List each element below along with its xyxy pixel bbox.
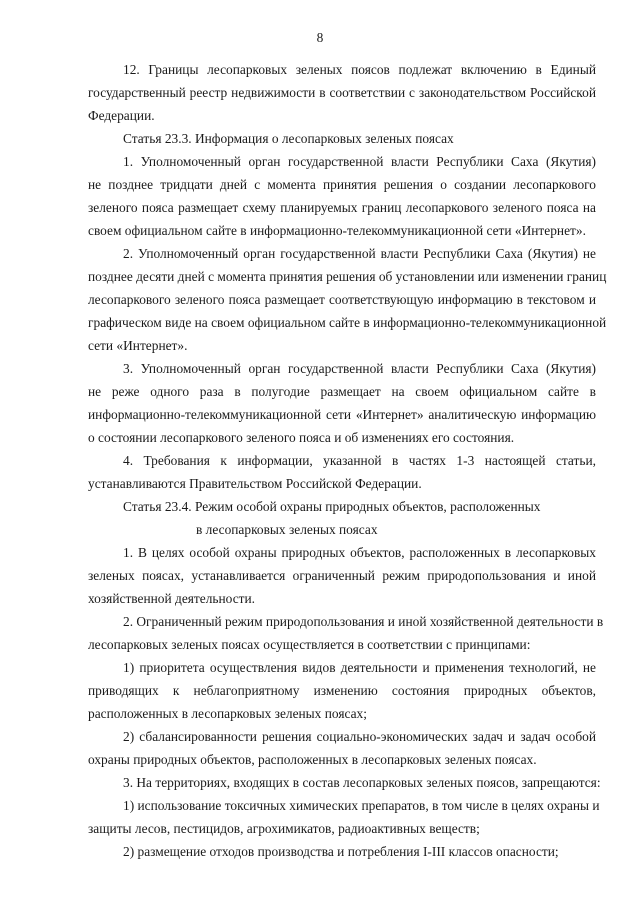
text-line: 3. На территориях, входящих в состав лесопарковых зеленых поясов, запрещаются:	[123, 775, 601, 790]
text-line: 2. Уполномоченный орган государственной власти Республики Саха (Якутия) не	[123, 246, 596, 261]
text-line: 12. Границы лесопарковых зеленых поясов подлежат включению в Единый	[123, 62, 596, 77]
text-line: хозяйственной деятельности.	[88, 591, 256, 606]
text-line: лесопаркового зеленого пояса размещает соответствующую информацию в текстовом и	[88, 292, 596, 307]
text-line: 2. Ограниченный режим природопользования и иной хозяйственной деятельности в	[123, 614, 604, 629]
text-line: государственный реестр недвижимости в соответствии с законодательством Российской	[88, 85, 596, 100]
text-line: не реже одного раза в полугодие размещает на своем официальном сайте в	[88, 384, 596, 399]
text-line: позднее десяти дней с момента принятия решения об установлении или изменении границ	[88, 269, 607, 284]
text-line: 1) приоритета осуществления видов деятельности и применения технологий, не	[123, 660, 596, 675]
text-line: охраны природных объектов, расположенных в лесопарковых зеленых поясах.	[88, 752, 537, 767]
text-line: информационно-телекоммуникационной сети «Интернет» аналитическую информацию	[88, 407, 596, 422]
text-line: о состоянии лесопаркового зеленого пояса и об изменениях его состояния.	[88, 430, 515, 445]
text-line: расположенных в лесопарковых зеленых поясах;	[88, 706, 367, 721]
text-line: не позднее тридцати дней с момента принятия решения о создании лесопаркового	[88, 177, 596, 192]
text-line: 2) сбалансированности решения социально-экономических задач и задач особой	[123, 729, 596, 744]
article-heading: Статья 23.3. Информация о лесопарковых зеленых поясах	[123, 131, 454, 146]
text-line: защиты лесов, пестицидов, агрохимикатов, радиоактивных веществ;	[88, 821, 480, 836]
text-line: лесопарковых зеленых поясах осуществляется в соответствии с принципами:	[88, 637, 531, 652]
text-line: своем официальном сайте в информационно-телекоммуникационной сети «Интернет».	[88, 223, 586, 238]
text-line: графическом виде на своем официальном сайте в информационно-телекоммуникационной	[88, 315, 607, 330]
text-line: зеленого пояса размещает схему планируемых границ лесопаркового зеленого пояса на	[88, 200, 596, 215]
article-heading: Статья 23.4. Режим особой охраны природных объектов, расположенных	[123, 499, 541, 514]
text-line: 3. Уполномоченный орган государственной власти Республики Саха (Якутия)	[123, 361, 596, 376]
text-line: 1. В целях особой охраны природных объектов, расположенных в лесопарковых	[123, 545, 596, 560]
text-line: устанавливаются Правительством Российской Федерации.	[88, 476, 422, 491]
text-line: приводящих к неблагоприятному изменению состояния природных объектов,	[88, 683, 596, 698]
text-line: зеленых поясах, устанавливается ограниченный режим природопользования и иной	[88, 568, 596, 583]
text-line: 1. Уполномоченный орган государственной власти Республики Саха (Якутия)	[123, 154, 596, 169]
article-heading-continuation: в лесопарковых зеленых поясах	[196, 522, 378, 537]
text-line: сети «Интернет».	[88, 338, 188, 353]
text-line: 1) использование токсичных химических препаратов, в том числе в целях охраны и	[123, 798, 600, 813]
text-line: 2) размещение отходов производства и потребления I-III классов опасности;	[123, 844, 559, 859]
text-line: 4. Требования к информации, указанной в частях 1-3 настоящей статьи,	[123, 453, 596, 468]
page-number: 8	[316, 30, 324, 45]
text-line: Федерации.	[88, 108, 155, 123]
